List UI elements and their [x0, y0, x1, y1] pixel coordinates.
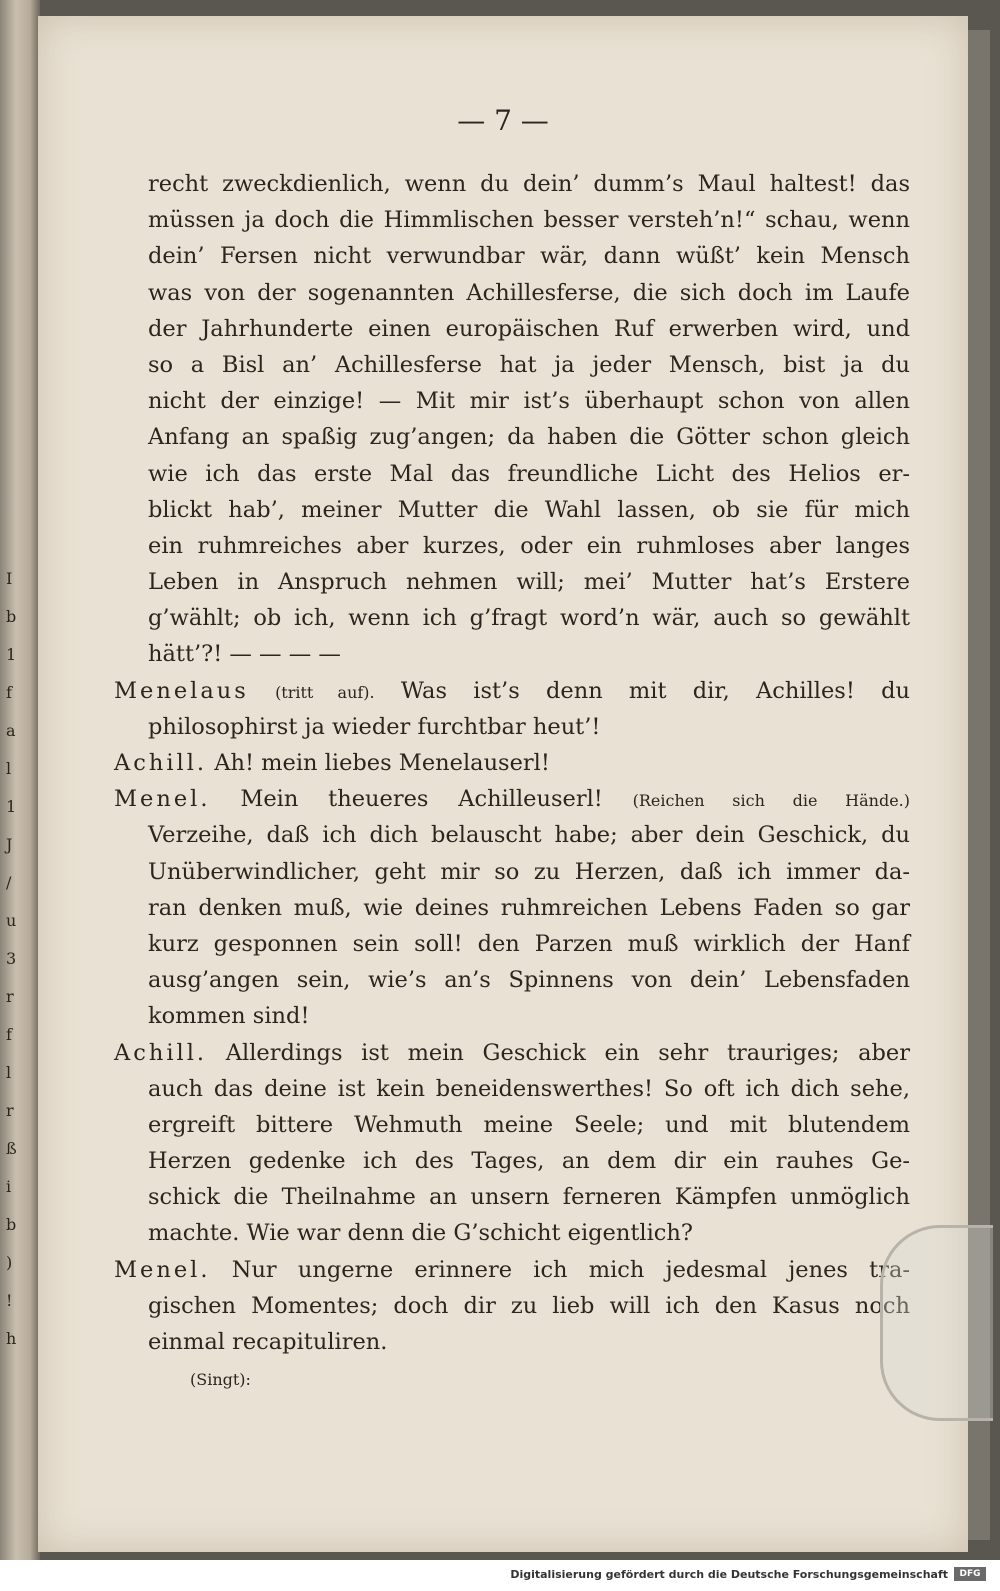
text-line [110, 1252, 910, 1288]
stage-direction: (Reichen sich die Hände.) [632, 791, 911, 811]
marginal-glyph: b [6, 1215, 17, 1234]
text-line [110, 419, 910, 455]
line-text: ergreift bittere Wehmuth meine Seele; und mit blutendem [148, 1111, 910, 1138]
line-text: Nur ungerne erinnere ich mich jedesmal jenes tra- [231, 1256, 910, 1283]
marginal-glyph: a [6, 721, 16, 740]
text-line [110, 745, 910, 781]
line-text: machte. Wie war denn die G’schicht eigentlich? [148, 1220, 693, 1247]
footer-bar [0, 1562, 1000, 1591]
marginal-glyph: f [6, 683, 12, 702]
line-text: Ah! mein liebes Menelauserl! [214, 750, 550, 776]
line-text: Verzeihe, daß ich dich belauscht habe; aber dein Geschick, du [148, 822, 910, 849]
text-line [110, 854, 910, 890]
text-line [110, 1107, 910, 1143]
line-text: Was ist’s denn mit dir, Achilles! du [400, 677, 910, 704]
marginal-glyph: ! [6, 1291, 13, 1310]
speaker-name: Achill. [114, 1039, 208, 1066]
text-line [110, 456, 910, 492]
speaker-name: Achill. [114, 750, 208, 776]
line-text: was von der sogenannten Achillesferse, die sich doch im Laufe [148, 279, 910, 306]
line-text: müssen ja doch die Himmlischen besser versteh’n!“ schau, wenn [148, 207, 910, 234]
text-line [110, 492, 910, 528]
line-text: einmal recapituliren. [148, 1329, 388, 1355]
text-line [110, 383, 910, 419]
text-line [110, 962, 910, 998]
text-line [110, 781, 910, 817]
line-text: g’wählt; ob ich, wenn ich g’fragt word’n wär, auch so gewählt [148, 605, 910, 632]
line-text: ran denken muß, wie deines ruhmreichen Lebens Faden so gar [148, 894, 910, 921]
text-line [110, 1071, 910, 1107]
line-text: ein ruhmreiches aber kurzes, oder ein ruhmloses aber langes [148, 532, 910, 559]
text-line [110, 1035, 910, 1071]
line-text: ausg’angen sein, wie’s an’s Spinnens von dein’ Lebensfaden [148, 967, 910, 994]
marginal-glyph: r [6, 987, 14, 1006]
marginal-glyph: i [6, 1177, 12, 1196]
text-line [110, 926, 910, 962]
marginal-glyph: u [6, 911, 17, 930]
text-line [110, 275, 910, 311]
marginal-glyph: h [6, 1329, 17, 1348]
marginal-glyph: 3 [6, 949, 17, 968]
marginal-glyph: ß [6, 1139, 17, 1158]
marginal-glyph: b [6, 607, 17, 626]
text-line [110, 528, 910, 564]
line-text: Unüberwindlicher, geht mir so zu Herzen, daß ich immer da- [148, 858, 910, 885]
line-text: so a Bisl an’ Achillesferse hat ja jeder Mensch, bist ja du [148, 351, 910, 378]
text-line [110, 1143, 910, 1179]
line-text: auch das deine ist kein beneidenswerthes! So oft ich dich sehe, [148, 1075, 910, 1102]
text-line [110, 673, 910, 709]
marginal-glyph: ) [6, 1253, 13, 1272]
speaker-name: Menel. [114, 786, 211, 813]
line-text: Leben in Anspruch nehmen will; mei’ Mutter hat’s Erstere [148, 569, 910, 596]
text-line [110, 1360, 910, 1396]
line-text: nicht der einzige! — Mit mir ist’s überhaupt schon von allen [148, 388, 910, 415]
text-line [110, 1324, 910, 1360]
text-line [110, 709, 910, 745]
line-text: recht zweckdienlich, wenn du dein’ dumm’s Maul haltest! das [148, 171, 910, 197]
text-line [110, 166, 910, 202]
marginal-glyph: l [6, 759, 12, 778]
marginal-glyph: 1 [6, 645, 17, 664]
text-line [110, 817, 910, 853]
marginal-glyph: 1 [6, 797, 17, 816]
line-text: Anfang an spaßig zug’angen; da haben die Götter schon gleich [148, 424, 910, 451]
line-text: philosophirst ja wieder furchtbar heut’! [148, 713, 601, 740]
line-text: Allerdings ist mein Geschick ein sehr trauriges; aber [225, 1039, 910, 1066]
page-text-body [110, 166, 910, 1396]
text-line [110, 311, 910, 347]
text-line [110, 1179, 910, 1215]
text-line [110, 600, 910, 636]
line-text: Herzen gedenke ich des Tages, an dem dir ein rauhes Ge- [148, 1148, 910, 1175]
bleed-through-marginalia [6, 560, 26, 1358]
text-line [110, 238, 910, 274]
text-line [110, 1215, 910, 1251]
text-line [110, 890, 910, 926]
text-line [110, 564, 910, 600]
stage-direction: (Singt): [190, 1370, 251, 1390]
line-text: hätt’?! — — — — [148, 641, 341, 668]
line-text: dein’ Fersen nicht verwundbar wär, dann wüßt’ kein Mensch [148, 243, 910, 270]
line-text: gischen Momentes; doch dir zu lieb will ich den Kasus noch [148, 1292, 910, 1319]
marginal-glyph: l [6, 1063, 12, 1082]
line-text: der Jahrhunderte einen europäischen Ruf erwerben wird, und [148, 315, 910, 342]
speaker-name: Menel. [114, 1256, 211, 1283]
marginal-glyph: f [6, 1025, 12, 1044]
book-page [38, 16, 968, 1552]
text-line [110, 347, 910, 383]
text-line [110, 636, 910, 672]
marginal-glyph: r [6, 1101, 14, 1120]
marginal-glyph: / [6, 873, 12, 892]
page-clip [880, 1225, 993, 1421]
page-number: — 7 — [457, 104, 549, 137]
text-line [110, 202, 910, 238]
line-text: wie ich das erste Mal das freundliche Licht des Helios er- [148, 460, 910, 487]
funding-credit: Digitalisierung gefördert durch die Deutsche Forschungsgemeinschaft [510, 1568, 948, 1581]
stage-direction: (tritt auf). [275, 682, 375, 702]
line-text: Mein theueres Achilleuserl! [240, 786, 603, 813]
marginal-glyph: I [6, 569, 13, 588]
line-text: blickt hab’, meiner Mutter die Wahl lassen, ob sie für mich [148, 496, 910, 523]
line-text: schick die Theilnahme an unsern ferneren Kämpfen unmöglich [148, 1184, 910, 1211]
dfg-logo: DFG [954, 1567, 986, 1581]
line-text: kommen sind! [148, 1003, 310, 1030]
text-line [110, 1288, 910, 1324]
marginal-glyph: J [6, 835, 13, 854]
speaker-name: Menelaus [114, 677, 249, 704]
text-line [110, 998, 910, 1034]
line-text: kurz gesponnen sein soll! den Parzen muß wirklich der Hanf [148, 930, 910, 957]
